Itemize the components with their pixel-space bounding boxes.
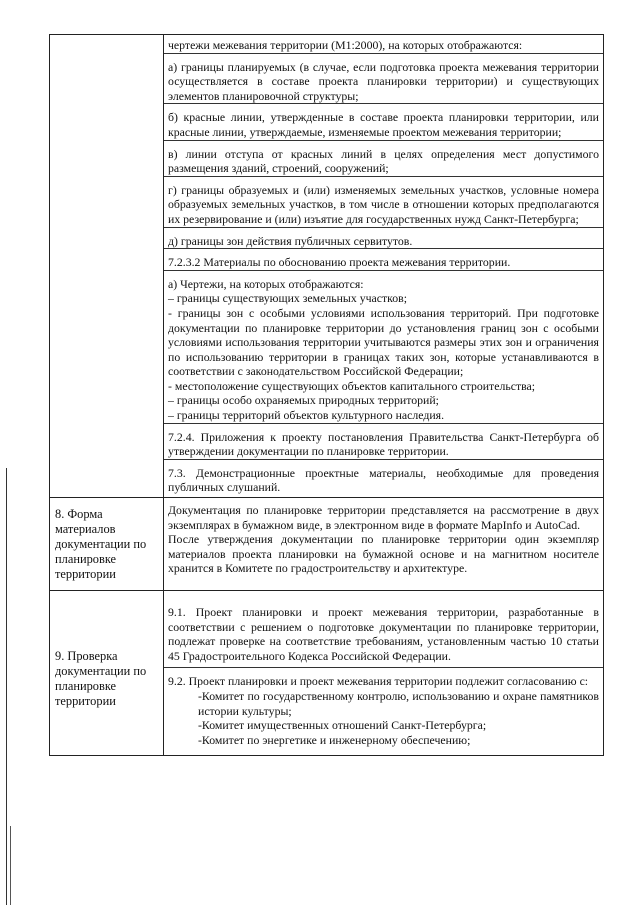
list-item: – границы территорий объектов культурного наследия. [168, 408, 445, 423]
paragraph: 9.1. Проект планировки и проект межевания территории, разработанные в соответствии с решением о подготовке документации по планировке территории, подлежат проверке на соответствие требованиям, установленным частью 10 статьи 45 Градостроительного Кодекса Российской Федерации. [168, 605, 599, 663]
table-row-section-8 [50, 498, 604, 591]
list-item: -Комитет по государственному контролю, использованию и охране памятников истории культуры; [198, 688, 599, 718]
paragraph: б) красные линии, утвержденные в составе проекта планировки территории, или красные линии, утверждаемые, изменяемые проектом межевания территории; [164, 103, 603, 139]
paragraph: г) границы образуемых и (или) изменяемых земельных участков, условные номера образуемых земельных участков, в том числе в отношении которых предполагаются их резервирование и (или) изъятие для государственных нужд Санкт-Петербурга; [164, 176, 603, 227]
paragraph: 7.3. Демонстрационные проектные материалы, необходимые для проведения публичных слушаний. [164, 459, 603, 497]
paragraph: 7.2.4. Приложения к проекту постановления Правительства Санкт-Петербурга об утверждении документации по планировке территории. [164, 423, 603, 459]
paragraph: чертежи межевания территории (М1:2000), на которых отображаются: [168, 38, 523, 52]
list-item: -Комитет имущественных отношений Санкт-Петербурга; [198, 718, 487, 733]
label-cell-empty [50, 35, 164, 498]
list-item: а) Чертежи, на которых отображаются: [168, 276, 364, 291]
label-cell-section-9 [50, 591, 164, 756]
paragraph: в) линии отступа от красных линий в целях определения мест допустимого размещения зданий, строений, сооружений; [164, 140, 603, 176]
table-row-section-7 [50, 35, 604, 498]
list-item: -Комитет по энергетике и инженерному обеспечению; [198, 732, 471, 747]
list-block [164, 270, 603, 423]
paragraph: 9.2. Проект планировки и проект межевания территории подлежит согласованию с: [164, 667, 603, 689]
margin-line [6, 468, 7, 905]
list-item: – границы особо охраняемых природных территорий; [168, 393, 439, 408]
margin-line [10, 826, 11, 905]
table-row-section-9 [50, 591, 604, 756]
paragraph: После утверждения документации по планировке территории один экземпляр материалов проекта планировки на бумажной основе и на магнитном носителе хранится в Комитете по градостроительству и архитектуре. [168, 532, 599, 576]
document-table [49, 34, 604, 756]
content-cell-section-8 [164, 498, 604, 591]
label-cell-section-8 [50, 498, 164, 591]
content-cell-section-7 [164, 35, 604, 498]
list-item: – границы существующих земельных участков; [168, 291, 408, 306]
paragraph: 7.2.3.2 Материалы по обоснованию проекта межевания территории. [164, 248, 603, 270]
section-label: 8. Форма материалов документации по планировке территории [55, 506, 147, 581]
list-item: - местоположение существующих объектов капитального строительства; [168, 378, 536, 393]
paragraph: Документация по планировке территории представляется на рассмотрение в двух экземплярах в бумажном виде, в электронном виде в формате MapInfo и AutoCad. [168, 503, 599, 532]
content-cell-section-9 [164, 591, 604, 756]
list-item: - границы зон с особыми условиями использования территорий. При подготовке документации по планировке территории до установления границ зон с особыми условиями использования территории учитываются размеры этих зон и ограничения по использованию территории в границах таких зон, которые устанавливаются в соответствии с законодательством Российской Федерации; [168, 305, 599, 379]
section-label: 9. Проверка документации по планировке территории [55, 649, 147, 708]
paragraph: а) границы планируемых (в случае, если подготовка проекта межевания территории осуществляется в составе проекта планировки территории) и существующих элементов планировочной структуры; [164, 53, 603, 104]
paragraph: д) границы зон действия публичных сервитутов. [164, 227, 603, 249]
